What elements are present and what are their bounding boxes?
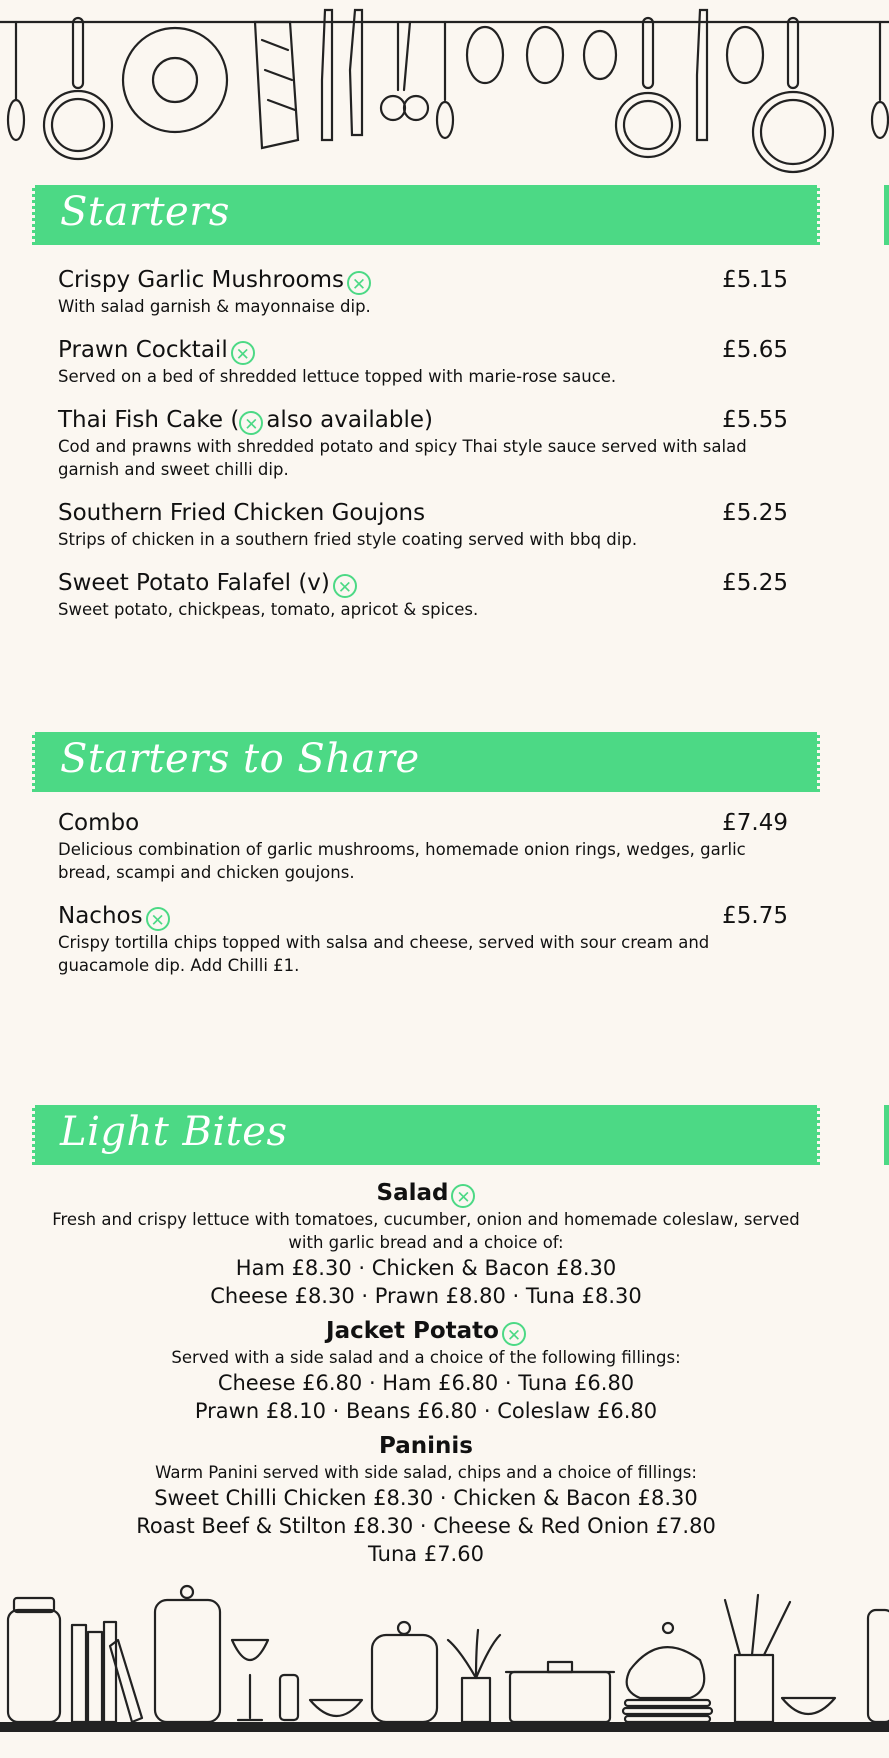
option-line: Cheese £8.30 · Prawn £8.80 · Tuna £8.30 [210, 1284, 642, 1308]
option-line: Ham £8.30 · Chicken & Bacon £8.30 [235, 1256, 617, 1280]
next-page-banner-edge [884, 185, 889, 245]
light-bite-block [40, 1431, 812, 1568]
gluten-free-icon: ✕ [502, 1322, 526, 1346]
item-price: £5.55 [722, 407, 788, 433]
menu-item [58, 335, 788, 388]
light-bite-description: Served with a side salad and a choice of the following fillings: [171, 1348, 681, 1367]
item-description: Cod and prawns with shredded potato and spicy Thai style sauce served with salad garnish and sweet chilli dip. [58, 437, 747, 479]
starters-to-share-title: Starters to Share [60, 736, 420, 782]
item-description: Delicious combination of garlic mushrooms, homemade onion rings, wedges, garlic bread, scampi and chicken goujons. [58, 840, 746, 882]
light-bite-description: Fresh and crispy lettuce with tomatoes, cucumber, onion and homemade coleslaw, served with garlic bread and a choice of: [52, 1210, 800, 1252]
option-line: Tuna £7.60 [368, 1542, 484, 1566]
option-line: Cheese £6.80 · Ham £6.80 · Tuna £6.80 [217, 1371, 635, 1395]
item-price: £7.49 [722, 810, 788, 836]
light-bite-name: Paninis [379, 1433, 473, 1459]
item-name: Combo [58, 810, 140, 836]
item-price: £5.65 [722, 337, 788, 363]
item-name: Southern Fried Chicken Goujons [58, 500, 426, 526]
light-bites-banner [32, 1105, 820, 1165]
item-description: Sweet potato, chickpeas, tomato, apricot & spices. [58, 600, 479, 619]
gluten-free-icon: ✕ [451, 1184, 475, 1208]
menu-item [58, 405, 788, 481]
item-description: Strips of chicken in a southern fried style coating served with bbq dip. [58, 530, 638, 549]
next-page-banner-edge [884, 1105, 889, 1165]
light-bites-title: Light Bites [60, 1109, 288, 1155]
menu-item [58, 808, 788, 884]
light-bites-list [40, 1178, 812, 1574]
menu-item [58, 498, 788, 551]
gluten-free-icon: ✕ [333, 574, 357, 598]
item-description: With salad garnish & mayonnaise dip. [58, 297, 371, 316]
share-list [58, 808, 788, 994]
item-name: Nachos [58, 903, 143, 929]
item-name-suffix: also available) [266, 407, 433, 433]
light-bite-block [40, 1178, 812, 1310]
item-description: Crispy tortilla chips topped with salsa and cheese, served with sour cream and guacamole dip. Add Chilli £1. [58, 933, 710, 975]
menu-item [58, 901, 788, 977]
option-line: Roast Beef & Stilton £8.30 · Cheese & Red Onion £7.80 [136, 1514, 716, 1538]
item-name: Prawn Cocktail [58, 337, 228, 363]
light-bite-name: Salad [376, 1180, 449, 1206]
light-bite-description: Warm Panini served with side salad, chips and a choice of fillings: [155, 1463, 697, 1482]
gluten-free-icon: ✕ [347, 271, 371, 295]
starters-list [58, 265, 788, 638]
starters-to-share-banner [32, 732, 820, 792]
item-name: Crispy Garlic Mushrooms [58, 267, 344, 293]
starters-title: Starters [60, 189, 230, 235]
item-description: Served on a bed of shredded lettuce topped with marie-rose sauce. [58, 367, 617, 386]
kitchen-shelf-illustration [0, 1580, 889, 1758]
light-bite-name: Jacket Potato [326, 1318, 499, 1344]
light-bite-block [40, 1316, 812, 1425]
item-name: Thai Fish Cake ( [58, 407, 240, 433]
gluten-free-icon: ✕ [146, 907, 170, 931]
option-line: Sweet Chilli Chicken £8.30 · Chicken & Bacon £8.30 [154, 1486, 698, 1510]
item-price: £5.25 [722, 570, 788, 596]
gluten-free-icon: ✕ [231, 341, 255, 365]
item-price: £5.15 [722, 267, 788, 293]
item-price: £5.25 [722, 500, 788, 526]
item-price: £5.75 [722, 903, 788, 929]
menu-item [58, 568, 788, 621]
item-name: Sweet Potato Falafel (v) [58, 570, 330, 596]
hanging-utensils-illustration [0, 0, 889, 180]
menu-item [58, 265, 788, 318]
gluten-free-icon: ✕ [239, 411, 263, 435]
starters-banner [32, 185, 820, 245]
option-line: Prawn £8.10 · Beans £6.80 · Coleslaw £6.80 [194, 1399, 658, 1423]
